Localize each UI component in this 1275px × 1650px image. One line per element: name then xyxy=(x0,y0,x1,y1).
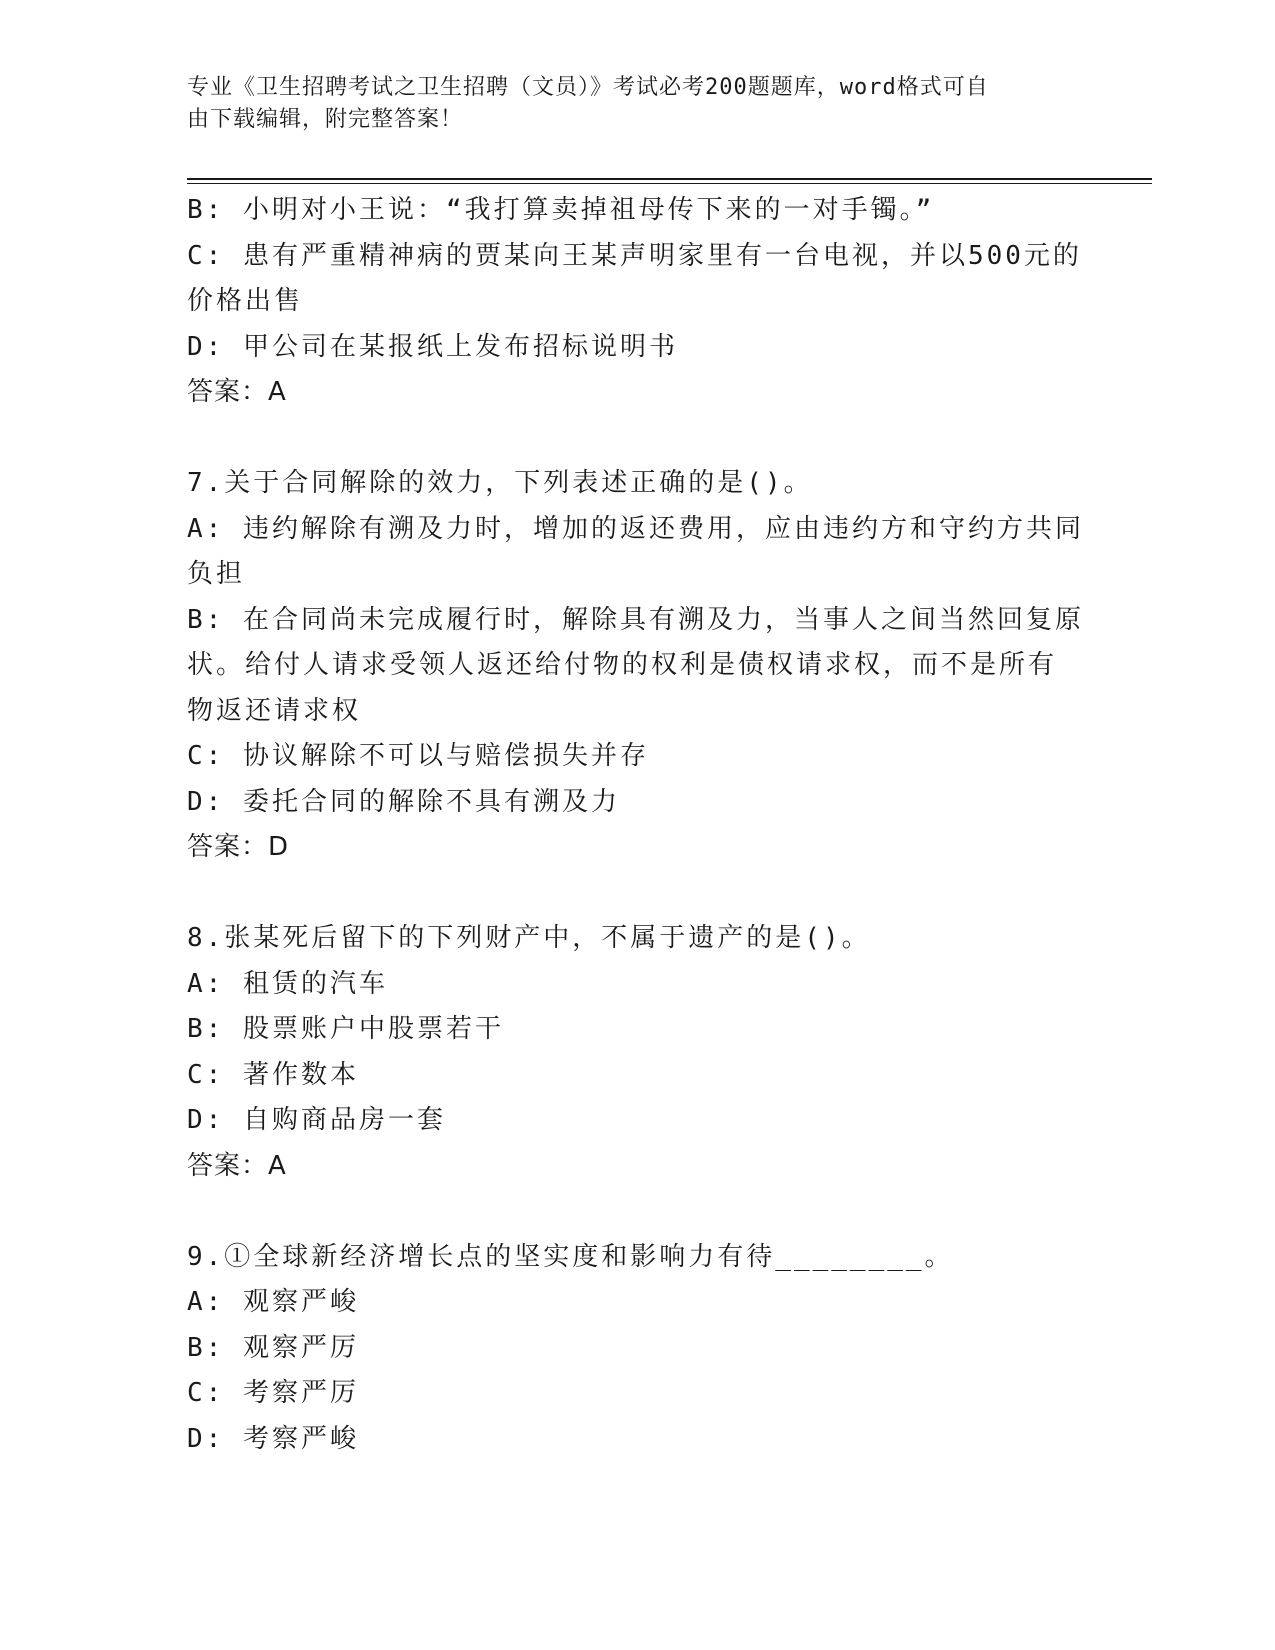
q8-answer: 答案：A xyxy=(187,1150,287,1181)
q8-option-d: D: 自购商品房一套 xyxy=(187,1105,446,1135)
q9-option-b: B: 观察严厉 xyxy=(187,1332,359,1363)
q6-option-c-line1: C: 患有严重精神病的贾某向王某声明家里有一台电视，并以500元的 xyxy=(187,240,1082,271)
q8-stem: 8.张某死后留下的下列财产中，不属于遗产的是()。 xyxy=(187,923,871,953)
spacer xyxy=(187,1189,1087,1235)
q6-answer: 答案：A xyxy=(187,377,287,407)
q7-option-a-line2: 负担 xyxy=(187,559,246,589)
q6-option-b: B: 小明对小王说：“我打算卖掉祖母传下来的一对手镯。” xyxy=(187,195,935,225)
q7-option-a-line1: A: 违约解除有溯及力时，增加的返还费用，应由违约方和守约方共同 xyxy=(187,513,1084,544)
q7-option-b-line2: 状。给付人请求受领人返还给付物的权利是债权请求权，而不是所有 xyxy=(187,650,1058,680)
q8-option-a: A: 租赁的汽车 xyxy=(187,968,388,999)
q6-option-d: D: 甲公司在某报纸上发布招标说明书 xyxy=(187,331,678,362)
q9-option-c: C: 考察严厉 xyxy=(187,1378,359,1408)
spacer xyxy=(187,416,1087,462)
q7-option-b-line3: 物返还请求权 xyxy=(187,695,362,726)
q9-option-d: D: 考察严峻 xyxy=(187,1423,359,1454)
question-8 xyxy=(187,916,1087,1189)
question-content xyxy=(187,188,1087,1462)
question-9 xyxy=(187,1235,1087,1463)
q7-answer: 答案：D xyxy=(187,832,290,862)
header-title-line1: 专业《卫生招聘考试之卫生招聘（文员）》考试必考200题题库，word格式可自 xyxy=(187,75,989,100)
spacer xyxy=(187,871,1087,917)
header-divider-thick xyxy=(187,178,1152,180)
q7-option-b-line1: B: 在合同尚未完成履行时，解除具有溯及力，当事人之间当然回复原 xyxy=(187,604,1084,635)
q6-option-c-line2: 价格出售 xyxy=(187,286,304,316)
question-7 xyxy=(187,461,1087,871)
q7-stem: 7.关于合同解除的效力，下列表述正确的是()。 xyxy=(187,468,813,498)
q8-option-c: C: 著作数本 xyxy=(187,1059,359,1090)
q9-option-a: A: 观察严峻 xyxy=(187,1287,359,1317)
header-divider-thin xyxy=(187,183,1152,184)
question-6-tail xyxy=(187,188,1087,416)
header-title-line2: 由下载编辑，附完整答案！ xyxy=(187,107,464,132)
q9-stem: 9.①全球新经济增长点的坚实度和影响力有待________。 xyxy=(187,1241,954,1272)
q7-option-c: C: 协议解除不可以与赔偿损失并存 xyxy=(187,741,649,771)
q8-option-b: B: 股票账户中股票若干 xyxy=(187,1014,504,1044)
document-header xyxy=(187,72,1067,136)
q7-option-d: D: 委托合同的解除不具有溯及力 xyxy=(187,786,620,817)
